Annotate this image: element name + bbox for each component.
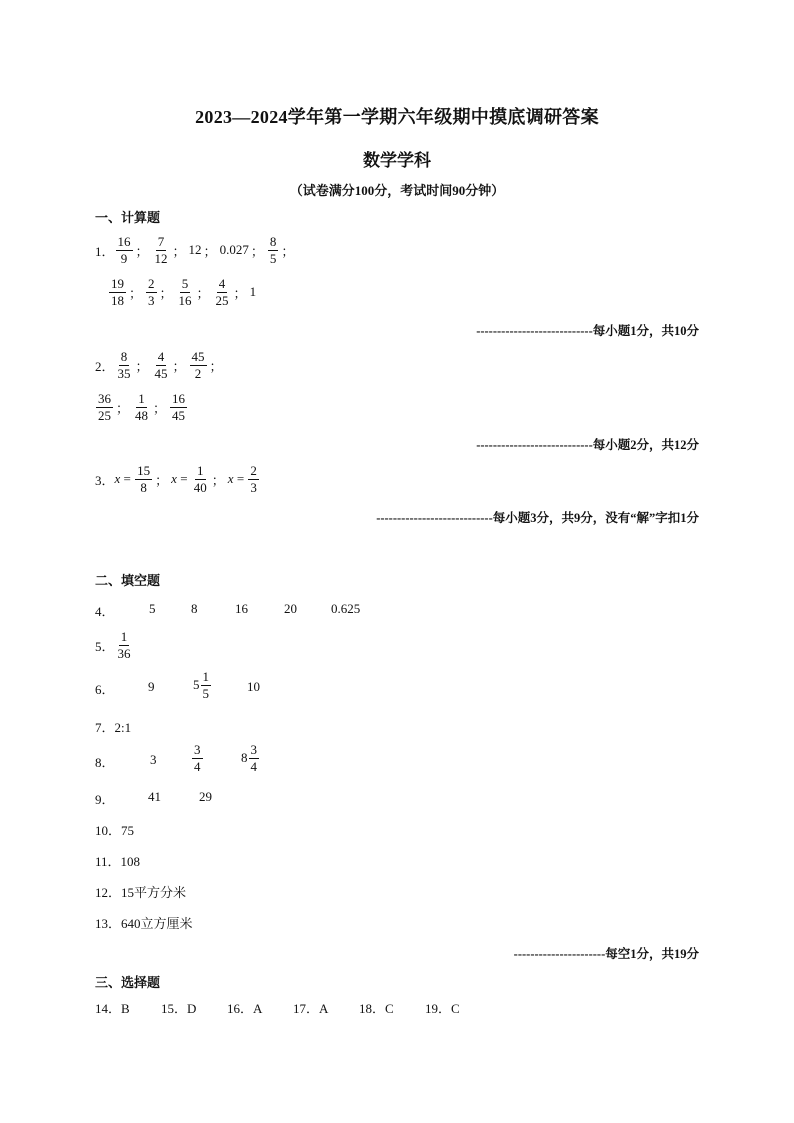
question-number: 12． [95, 885, 122, 900]
question-number: 5． [95, 638, 115, 654]
question-number: 6． [95, 682, 115, 697]
answer-value: 75 [121, 823, 135, 838]
fraction-answer: $\frac{5}{16}$ [178, 275, 192, 308]
fraction-answer: $\frac{15}{8}$ [137, 462, 151, 495]
q11-answer [95, 851, 140, 870]
fraction-answer: $\frac{2}{3}$ [250, 462, 257, 495]
fraction-answer: $\frac{16}{45}$ [172, 390, 186, 423]
q4-answers [95, 601, 361, 620]
q3-score-note: ----------------------------每小题3分，共9分，没有“解”字扣1分 [376, 511, 699, 525]
q10-answer [95, 820, 134, 839]
fraction-answer: $\frac{1}{48}$ [135, 390, 149, 423]
q3-answers: 3． x = $\frac{15}{8}$ ； x = $\frac{1}{40}$ ； x = $\frac{2}{3}$ [95, 462, 257, 495]
answer-value: 9 [148, 679, 155, 694]
answer-value: 10 [247, 679, 260, 694]
fraction-answer: $\frac{19}{18}$ [111, 275, 124, 308]
section-heading-calculation: 一、计算题 [95, 210, 161, 225]
answer-value: 8 [191, 601, 198, 616]
question-number: 9． [95, 792, 115, 807]
q2-answers-row2: $\frac{36}{25}$ ； $\frac{1}{48}$ ； $\frac{16}{45}$ [98, 390, 186, 423]
choice-answer: 19．C [425, 1001, 460, 1016]
fill-in-score-note: ----------------------每空1分，共19分 [513, 947, 699, 961]
answer-value: 640立方厘米 [121, 916, 193, 931]
question-number: 4． [95, 604, 115, 619]
choice-answer: 18．C [359, 1001, 394, 1016]
q1-answers-row2: $\frac{19}{18}$ ； $\frac{2}{3}$ ； $\frac{5}{16}$ ； $\frac{4}{25}$ ； 1 [111, 275, 257, 308]
fraction-answer: $\frac{36}{25}$ [98, 390, 111, 423]
answer-value: 12 [188, 242, 202, 257]
choice-answer: 14．B [95, 1001, 130, 1016]
fraction-answer: $\frac{8}{35}$ [117, 348, 131, 381]
section-heading-multiple-choice: 三、选择题 [95, 975, 161, 990]
question-number: 13． [95, 916, 122, 931]
fraction-answer: $\frac{3}{4}$ [194, 742, 201, 774]
q7-answer [95, 717, 131, 736]
answer-value: 15平方分米 [121, 885, 187, 900]
fraction-answer: $\frac{16}{9}$ [117, 233, 131, 266]
answer-value: 29 [199, 789, 212, 804]
document-title: 2023—2024学年第一学期六年级期中摸底调研答案 [195, 107, 599, 127]
q5-answer [95, 628, 134, 662]
answer-value: 20 [284, 601, 297, 616]
fraction-answer: $\frac{4}{25}$ [215, 275, 229, 308]
question-number: 7． [95, 720, 115, 735]
fraction-answer: $\frac{8}{5}$ [269, 233, 277, 266]
answer-value: 0.027 [219, 242, 249, 257]
q2-score-note: ----------------------------每小题2分，共12分 [476, 438, 699, 452]
q1-score-note: ----------------------------每小题1分，共10分 [476, 324, 699, 338]
answer-value: 108 [120, 854, 141, 869]
answer-value: 5 [149, 601, 156, 616]
q2-answers-row1: 2． $\frac{8}{35}$ ； $\frac{4}{45}$ ； $\frac{45}{2}$ ； [95, 348, 223, 381]
choice-answer: 16．A [227, 1001, 263, 1016]
q13-answer [95, 913, 193, 932]
answer-value: 3 [150, 752, 157, 767]
question-number: 8． [95, 755, 115, 770]
fraction-answer: $\frac{45}{2}$ [191, 348, 205, 381]
fraction-answer: $\frac{4}{45}$ [154, 348, 168, 381]
question-number: 2． [95, 358, 115, 374]
q12-answer [95, 882, 186, 901]
subject-title: 数学学科 [363, 151, 431, 170]
answer-value: 2:1 [114, 720, 132, 735]
answer-value: 1 [249, 284, 257, 299]
fraction-answer: $\frac{1}{36}$ [117, 628, 131, 661]
fraction-answer: $\frac{1}{40}$ [193, 462, 207, 495]
q9-answers [95, 789, 295, 808]
question-number: 10． [95, 823, 122, 838]
mixed-number-answer: 5 $\frac{1}{5}$ [193, 669, 209, 701]
answer-value: 16 [235, 601, 248, 616]
answer-value: 0.625 [331, 601, 361, 616]
choice-answer: 15．D [161, 1001, 197, 1016]
fraction-answer: $\frac{2}{3}$ [148, 275, 155, 308]
section-heading-fill-in: 二、填空题 [95, 573, 161, 588]
q1-answers-row1: 1． $\frac{16}{9}$ ； $\frac{7}{12}$ ； 12 ； 0.027 ； $\frac{8}{5}$ ； [95, 233, 295, 266]
question-number: 3． [95, 472, 115, 488]
fraction-answer: $\frac{7}{12}$ [154, 233, 168, 266]
q6-answers [95, 670, 295, 704]
choice-answer: 17．A [293, 1001, 329, 1016]
question-number: 11． [95, 854, 121, 869]
q8-answers [95, 743, 295, 777]
exam-note: （试卷满分100分，考试时间90分钟） [289, 183, 505, 198]
question-number: 1． [95, 243, 115, 259]
mixed-number-answer: 8 $\frac{3}{4}$ [241, 742, 257, 774]
answer-value: 41 [148, 789, 161, 804]
